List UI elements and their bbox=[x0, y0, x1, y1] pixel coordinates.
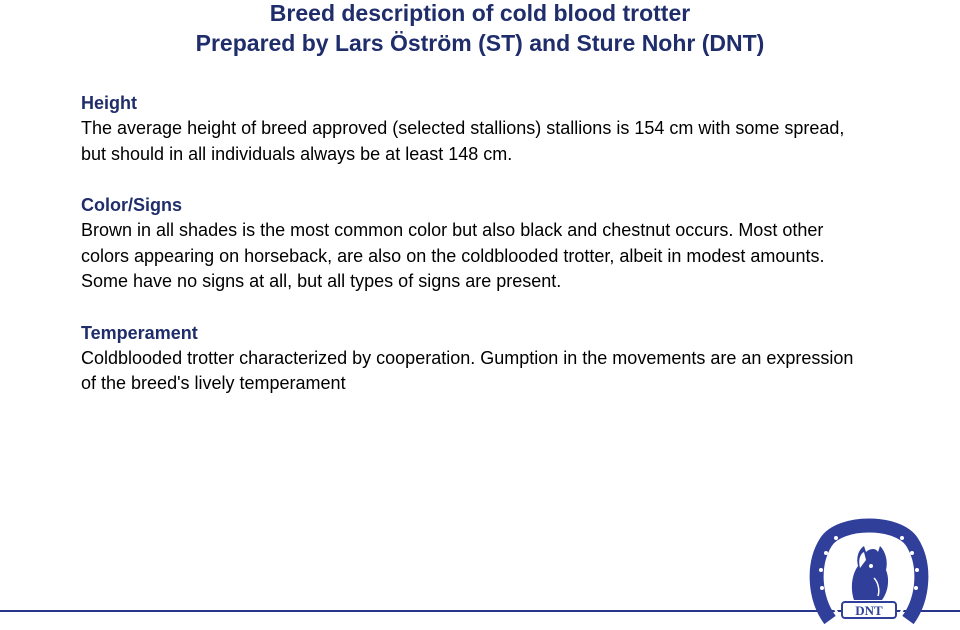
title-block bbox=[0, 0, 960, 58]
section-heading: Color/Signs bbox=[81, 195, 183, 215]
section-heading: Height bbox=[81, 93, 137, 113]
content bbox=[81, 91, 871, 423]
section-text: Coldblooded trotter characterized by cooperation. Gumption in the movements are an expression of the breed's lively temperament bbox=[81, 347, 854, 393]
section-text: The average height of breed approved (selected stallions) stallions is 154 cm with some spread, but should in all individuals always be at least 148 cm. bbox=[81, 118, 845, 164]
section-temperament bbox=[81, 321, 871, 397]
logo-text: DNT bbox=[855, 603, 883, 618]
section-heading: Temperament bbox=[81, 322, 198, 343]
section-height bbox=[81, 91, 871, 167]
section-color-signs bbox=[81, 193, 871, 295]
section-text: Brown in all shades is the most common color but also black and chestnut occurs. Most other colors appearing on horseback, are also on the coldblooded trotter, albeit in modest amounts. Some have no signs at all, but all types of signs are present. bbox=[81, 220, 825, 291]
horseshoe-horse-logo-icon bbox=[808, 508, 930, 630]
page-title: Breed description of cold blood trotter bbox=[269, 0, 691, 26]
page-subtitle: Prepared by Lars Öström (ST) and Sture Nohr (DNT) bbox=[195, 30, 765, 56]
